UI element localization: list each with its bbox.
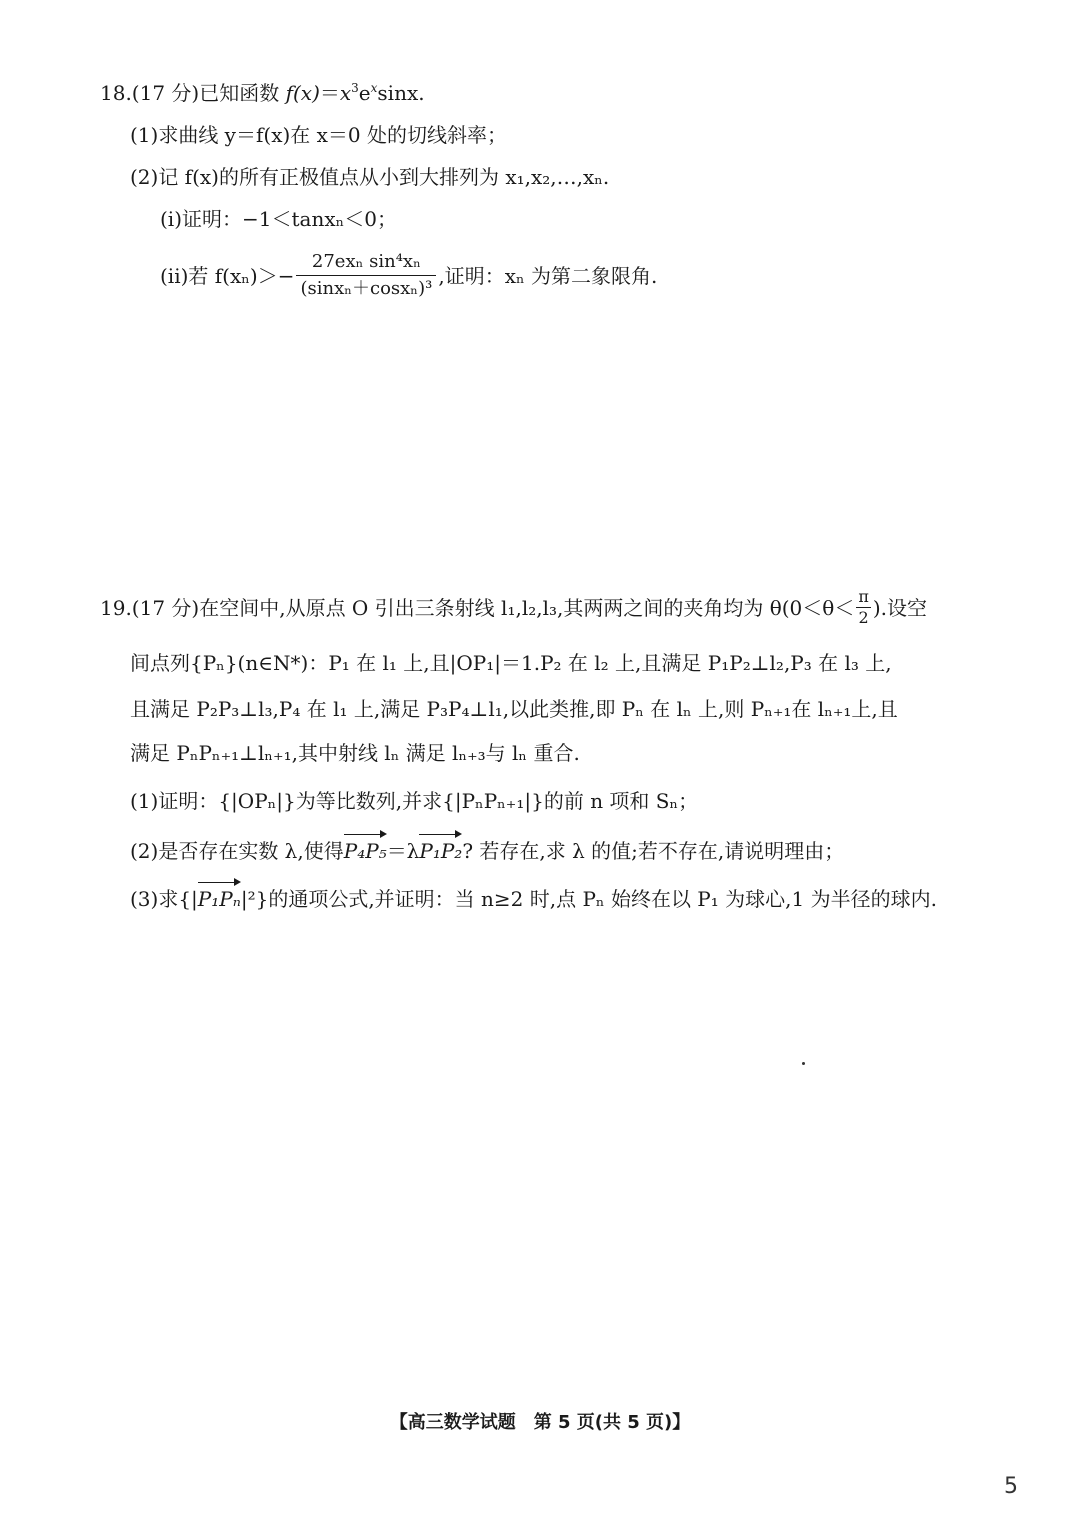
q18-stem: 18.(17 分)已知函数 $f(x)=x^3e^x\sin x$. xyxy=(100,81,425,105)
q18-fraction: $\frac{\text{27exₙ sin⁴xₙ}}{\text{(sinxₙ＋cosxₙ)³}}$ xyxy=(296,249,436,302)
scan-speck xyxy=(802,1062,805,1065)
vector-p1pn: P₁Pₙ xyxy=(198,884,241,914)
q18-part1: (1)求曲线 y＝f(x)在 x＝0 处的切线斜率； xyxy=(130,123,507,147)
q19-stem-line3: 且满足 P₂P₃⊥l₃,P₄ 在 l₁ 上,满足 P₃P₄⊥l₁,以此类推,即 Pₙ 在 lₙ 上,则 Pₙ₊₁在 lₙ₊₁上,且 xyxy=(130,697,898,721)
q19-stem-line1: 19.(17 分)在空间中,从原点 O 引出三条射线 l₁,l₂,l₃,其两两之间的夹角均为 θ(0＜θ＜ $\frac{\pi}{2}$ ).设空 xyxy=(100,587,928,627)
vector-p1p2: P₁P₂ xyxy=(419,836,462,866)
q19-pi-over-2: $\frac{\pi}{2}$ xyxy=(858,587,869,627)
q18-part2-i: (i)证明：−1＜tanxₙ＜0； xyxy=(160,207,397,231)
q19-stem-line4: 满足 PₙPₙ₊₁⊥lₙ₊₁,其中射线 lₙ 满足 lₙ₊₃与 lₙ 重合. xyxy=(130,741,580,765)
q18-part2: (2)记 f(x)的所有正极值点从小到大排列为 x₁,x₂,…,xₙ. xyxy=(130,165,610,189)
q19-part1: (1)证明：{|OPₙ|}为等比数列,并求{|PₙPₙ₊₁|}的前 n 项和 Sₙ； xyxy=(130,789,699,813)
page-number: 5 xyxy=(1004,1474,1018,1499)
q19-stem-line2: 间点列{Pₙ}(n∈N*)：P₁ 在 l₁ 上,且|OP₁|＝1.P₂ 在 l₂ 上,且满足 P₁P₂⊥l₂,P₃ 在 l₃ 上, xyxy=(130,651,892,675)
vector-p4p5: P₄P₅ xyxy=(344,836,387,866)
page-footer: 【高三数学试题 第 5 页(共 5 页)】 xyxy=(389,1412,691,1433)
q18-part2-ii: (ii)若 f(xₙ)＞− $\frac{\text{27exₙ sin⁴xₙ}}{\text{(sinxₙ＋cosxₙ)³}}$ ,证明：xₙ 为第二象限角. xyxy=(160,250,657,304)
q19-part2: (2)是否存在实数 λ,使得P₄P₅＝λP₁P₂? 若存在,求 λ 的值;若不存在,请说明理由； xyxy=(130,836,844,866)
q19-part3: (3)求{|P₁Pₙ|²}的通项公式,并证明：当 n≥2 时,点 Pₙ 始终在以 P₁ 为球心,1 为半径的球内. xyxy=(130,884,937,914)
